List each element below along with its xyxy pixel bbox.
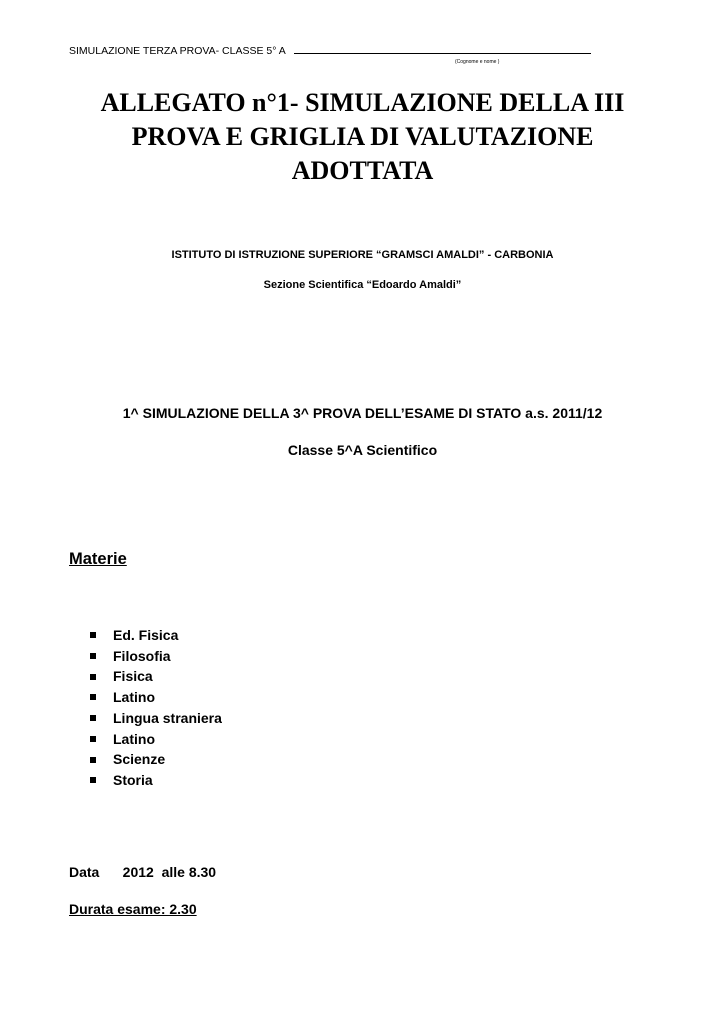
subject-label: Latino	[113, 730, 155, 747]
subject-label: Lingua straniera	[113, 709, 222, 726]
square-bullet-icon	[90, 694, 96, 700]
document-title	[60, 86, 665, 188]
square-bullet-icon	[90, 736, 96, 742]
section-name: Sezione Scientifica “Edoardo Amaldi”	[263, 279, 462, 291]
page-header	[69, 43, 591, 57]
exam-date: Data 2012 alle 8.30	[69, 864, 217, 880]
subjects-heading: Materie	[69, 550, 127, 568]
institute-name: ISTITUTO DI ISTRUZIONE SUPERIORE “GRAMSCI AMALDI” - CARBONIA	[171, 249, 554, 261]
subjects-list	[90, 625, 222, 791]
name-field-caption: (Cognome e nome )	[455, 59, 500, 65]
list-item	[90, 625, 222, 646]
list-item	[90, 708, 222, 729]
header-text: SIMULAZIONE TERZA PROVA- CLASSE 5° A	[69, 45, 286, 57]
list-item	[90, 687, 222, 708]
square-bullet-icon	[90, 715, 96, 721]
list-item	[90, 729, 222, 750]
square-bullet-icon	[90, 777, 96, 783]
subject-label: Fisica	[113, 668, 153, 685]
title-line-3: ADOTTATA	[291, 156, 434, 185]
list-item	[90, 749, 222, 770]
square-bullet-icon	[90, 653, 96, 659]
subject-label: Filosofia	[113, 647, 171, 664]
exam-duration: Durata esame: 2.30	[69, 901, 197, 917]
class-label: Classe 5^A Scientifico	[287, 442, 438, 458]
square-bullet-icon	[90, 674, 96, 680]
square-bullet-icon	[90, 757, 96, 763]
subject-label: Scienze	[113, 751, 166, 768]
title-line-1: ALLEGATO n°1- SIMULAZIONE DELLA III	[100, 88, 625, 117]
simulation-title: 1^ SIMULAZIONE DELLA 3^ PROVA DELL’ESAME DI STATO a.s. 2011/12	[122, 405, 603, 421]
name-blank-line	[294, 43, 591, 54]
subject-label: Latino	[113, 689, 155, 706]
subject-label: Ed. Fisica	[113, 627, 179, 643]
list-item	[90, 770, 222, 791]
title-line-2: PROVA E GRIGLIA DI VALUTAZIONE	[131, 122, 594, 151]
list-item	[90, 666, 222, 687]
list-item	[90, 646, 222, 667]
square-bullet-icon	[90, 632, 96, 638]
subject-label: Storia	[113, 771, 153, 788]
